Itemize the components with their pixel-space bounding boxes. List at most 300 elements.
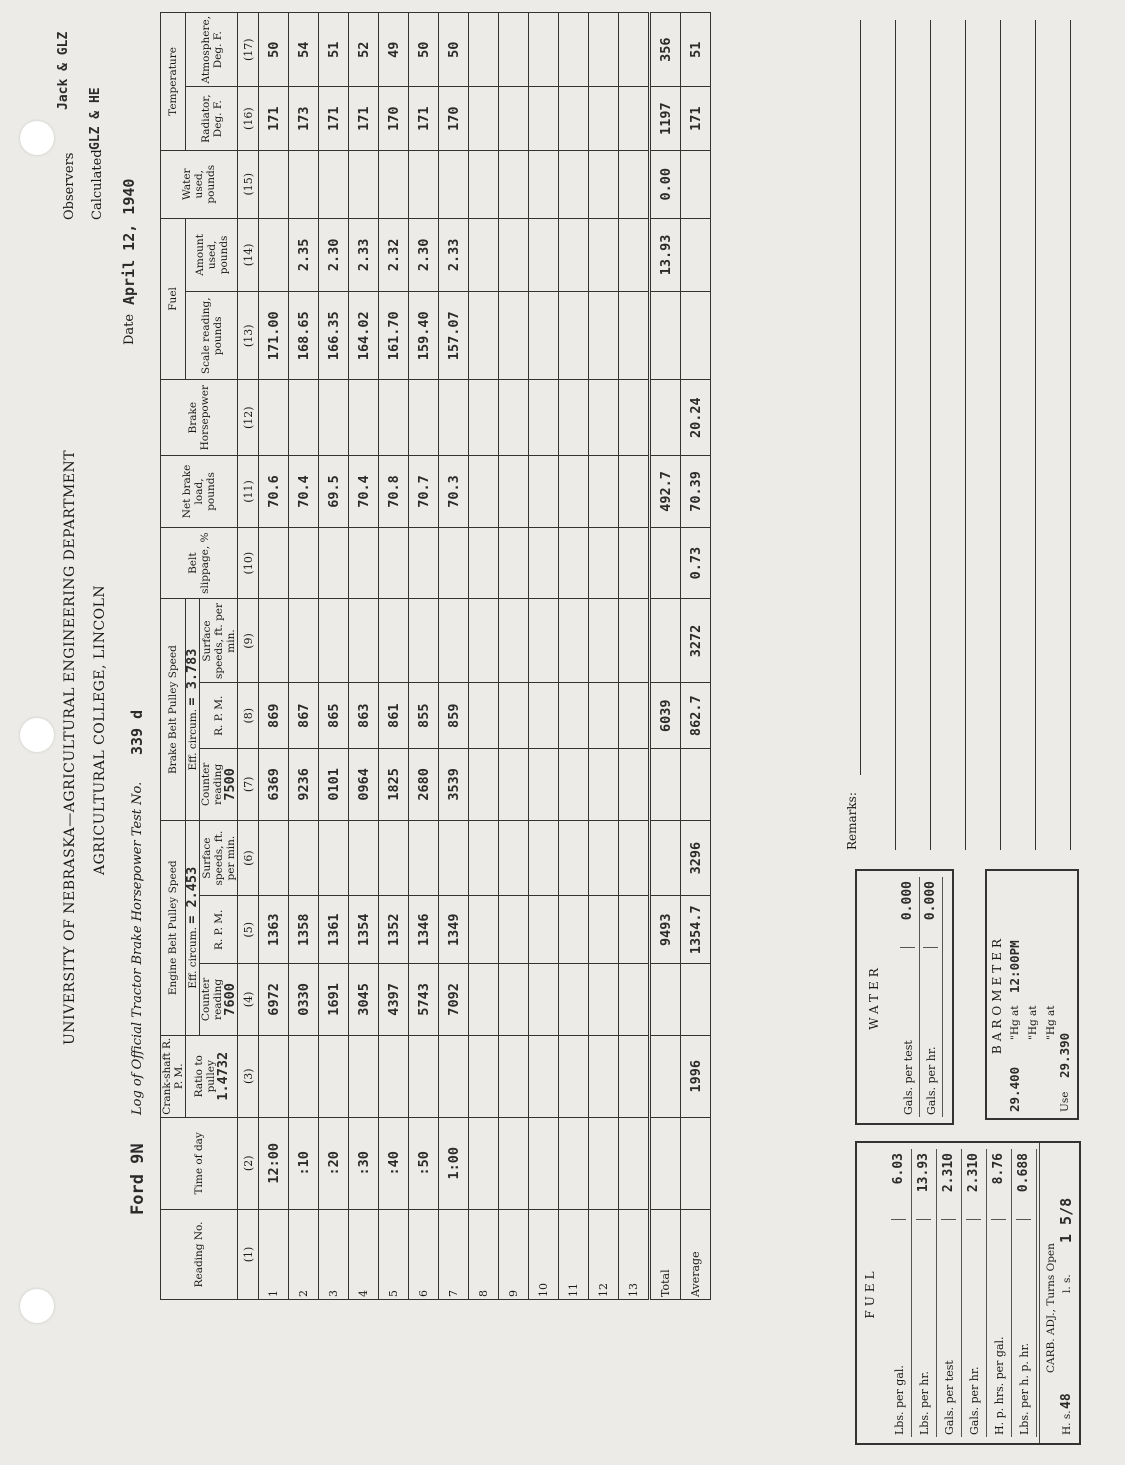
- cell-c14: 2.33: [439, 218, 469, 292]
- remarks-label: Remarks:: [845, 792, 859, 850]
- cell-c9: [349, 599, 379, 683]
- cell-c9: [289, 599, 319, 683]
- cell-time: 1:00: [439, 1117, 469, 1209]
- cell-c10: [559, 527, 589, 599]
- cell-c6: [259, 820, 289, 896]
- cell-c12: [589, 380, 619, 456]
- cell-time: [650, 1117, 681, 1209]
- date-value: April 12, 1940: [120, 178, 138, 305]
- cell-c7: [589, 749, 619, 821]
- cell-c3: [529, 1035, 559, 1117]
- cell-c13: 161.70: [379, 292, 409, 380]
- cell-c6: [319, 820, 349, 896]
- cell-c11: 70.8: [379, 456, 409, 528]
- cell-c16: [619, 87, 650, 151]
- cell-c5: [589, 896, 619, 964]
- cell-c3: [349, 1035, 379, 1117]
- column-number: (17): [238, 13, 259, 87]
- reading-number: 9: [499, 1209, 529, 1299]
- cell-time: [499, 1117, 529, 1209]
- col-amount: Amount used, pounds: [186, 218, 238, 292]
- table-row: [499, 13, 529, 1300]
- cell-c6: [559, 820, 589, 896]
- fuel-item: [987, 1149, 1012, 1437]
- cell-c11: 70.4: [349, 456, 379, 528]
- cell-c10: [379, 527, 409, 599]
- engine-eff: [186, 820, 200, 1035]
- cell-c9: [589, 599, 619, 683]
- cell-c12: [379, 380, 409, 456]
- observers-label: Observers: [62, 152, 77, 220]
- column-number-row: [238, 13, 259, 1300]
- cell-c13: 164.02: [349, 292, 379, 380]
- cell-c11: 70.3: [439, 456, 469, 528]
- cell-c9: 3272: [681, 599, 711, 683]
- col-brake-counter: [200, 749, 238, 821]
- col-engine-surface: Surface speeds, ft. per min.: [200, 820, 238, 896]
- group-header-row: [161, 13, 186, 1300]
- cell-c14: [681, 218, 711, 292]
- remarks-line: [1000, 20, 1001, 850]
- cell-c7: [499, 749, 529, 821]
- cell-c10: [289, 527, 319, 599]
- cell-c7: 1825: [379, 749, 409, 821]
- cell-c15: [409, 150, 439, 218]
- cell-c4: [529, 964, 559, 1036]
- cell-c11: 70.6: [259, 456, 289, 528]
- fuel-items: [887, 1149, 1037, 1437]
- cell-c11: 69.5: [319, 456, 349, 528]
- ratio-value: 1.4732: [215, 1051, 231, 1101]
- cell-c12: [409, 380, 439, 456]
- cell-c5: [619, 896, 650, 964]
- cell-c7: [681, 749, 711, 821]
- remarks-line: [965, 20, 966, 850]
- cell-c16: 171: [319, 87, 349, 151]
- cell-time: [681, 1117, 711, 1209]
- table-row: [619, 13, 650, 1300]
- baro-reading-3-label: "Hg at: [1045, 1005, 1057, 1040]
- reading-number: 13: [619, 1209, 650, 1299]
- col-brake-surface: Surface speeds, ft. per min.: [200, 599, 238, 683]
- cell-c6: [499, 820, 529, 896]
- cell-c8: 865: [319, 683, 349, 749]
- cell-c13: 168.65: [289, 292, 319, 380]
- carb-title: CARB. ADJ., Turns Open: [1045, 1243, 1057, 1373]
- col-net-brake: Net brake load, pounds: [161, 456, 238, 528]
- cell-time: [619, 1117, 650, 1209]
- cell-c15: [349, 150, 379, 218]
- cell-c7: [650, 749, 681, 821]
- carb-divider: [1039, 1143, 1040, 1443]
- cell-c17: 52: [349, 13, 379, 87]
- tractor-model: Ford 9N: [128, 1143, 148, 1215]
- cell-c5: 1358: [289, 896, 319, 964]
- baro-reading-1-time: 12:00PM: [1007, 940, 1022, 993]
- table-row: [289, 13, 319, 1300]
- reading-number: 12: [589, 1209, 619, 1299]
- cell-c7: 0101: [319, 749, 349, 821]
- cell-c14: 2.35: [289, 218, 319, 292]
- reading-number: 8: [469, 1209, 499, 1299]
- cell-c3: 1996: [681, 1035, 711, 1117]
- log-table: [160, 12, 711, 1300]
- cell-c5: [469, 896, 499, 964]
- calculated-value: GLZ & HE: [88, 87, 103, 150]
- university-title: UNIVERSITY OF NEBRASKA—AGRICULTURAL ENGINEERING DEPARTMENT: [62, 449, 78, 1045]
- column-number: (2): [238, 1117, 259, 1209]
- cell-time: [529, 1117, 559, 1209]
- brake-counter-label: Counter reading: [200, 762, 224, 807]
- column-number: (8): [238, 683, 259, 749]
- cell-time: :30: [349, 1117, 379, 1209]
- cell-c14: [589, 218, 619, 292]
- cell-c6: [650, 820, 681, 896]
- cell-c11: [499, 456, 529, 528]
- cell-c15: [559, 150, 589, 218]
- cell-c16: 173: [289, 87, 319, 151]
- cell-c7: [469, 749, 499, 821]
- cell-time: :40: [379, 1117, 409, 1209]
- column-number: (14): [238, 218, 259, 292]
- cell-time: [559, 1117, 589, 1209]
- cell-c10: [589, 527, 619, 599]
- fuel-item: [887, 1149, 912, 1437]
- punch-hole: [20, 121, 54, 155]
- cell-c9: [319, 599, 349, 683]
- water-box: [855, 869, 954, 1125]
- cell-c17: [529, 13, 559, 87]
- remarks-line: [930, 20, 931, 850]
- table-row: [469, 13, 499, 1300]
- reading-number: 4: [349, 1209, 379, 1299]
- cell-c17: 54: [289, 13, 319, 87]
- cell-c4: [499, 964, 529, 1036]
- cell-c3: [289, 1035, 319, 1117]
- cell-c12: [499, 380, 529, 456]
- col-crankshaft: Crank-shaft R. P. M.: [161, 1035, 186, 1117]
- cell-c13: 159.40: [409, 292, 439, 380]
- cell-c5: 1363: [259, 896, 289, 964]
- reading-number: 5: [379, 1209, 409, 1299]
- cell-c8: 863: [349, 683, 379, 749]
- cell-c17: [469, 13, 499, 87]
- cell-c16: [529, 87, 559, 151]
- cell-c6: [289, 820, 319, 896]
- cell-c13: 166.35: [319, 292, 349, 380]
- col-atmosphere: Atmosphere, Deg. F.: [186, 13, 238, 87]
- cell-c10: [349, 527, 379, 599]
- column-number: (7): [238, 749, 259, 821]
- fuel-item-value: 8.76: [991, 1153, 1006, 1220]
- cell-c5: 1352: [379, 896, 409, 964]
- cell-c8: 6039: [650, 683, 681, 749]
- cell-c9: [650, 599, 681, 683]
- fuel-item-label: Gals. per hr.: [968, 1366, 981, 1435]
- cell-c4: 0330: [289, 964, 319, 1036]
- cell-c13: [619, 292, 650, 380]
- cell-c4: [681, 964, 711, 1036]
- fuel-item: [1012, 1149, 1037, 1437]
- cell-c13: [681, 292, 711, 380]
- water-item-value: 0.000: [900, 881, 915, 948]
- cell-c4: 3045: [349, 964, 379, 1036]
- ratio-label: Ratio to pulley: [193, 1055, 217, 1098]
- reading-number: 2: [289, 1209, 319, 1299]
- cell-c8: [589, 683, 619, 749]
- col-radiator: Radiator, Deg. F.: [186, 87, 238, 151]
- cell-c17: 50: [409, 13, 439, 87]
- cell-c15: [259, 150, 289, 218]
- baro-reading-2-label: "Hg at: [1027, 1005, 1039, 1040]
- cell-c9: [439, 599, 469, 683]
- reading-number: Total: [650, 1209, 681, 1299]
- cell-c17: 50: [439, 13, 469, 87]
- cell-c4: 1691: [319, 964, 349, 1036]
- cell-c6: [529, 820, 559, 896]
- cell-c6: 3296: [681, 820, 711, 896]
- fuel-item-value: 2.310: [966, 1153, 981, 1220]
- cell-c3: [469, 1035, 499, 1117]
- cell-c12: [289, 380, 319, 456]
- cell-c3: [619, 1035, 650, 1117]
- remarks-line: [860, 20, 861, 775]
- fuel-item-label: Lbs. per hr.: [918, 1371, 931, 1435]
- fuel-item-label: H. p. hrs. per gal.: [993, 1336, 1006, 1435]
- cell-c8: [559, 683, 589, 749]
- baro-use-label: Use: [1059, 1091, 1071, 1112]
- baro-use-value: 29.390: [1057, 1032, 1072, 1078]
- fuel-box-title: FUEL: [863, 1267, 877, 1319]
- fuel-item-value: 2.310: [941, 1153, 956, 1220]
- remarks-line: [895, 20, 896, 850]
- column-number: (16): [238, 87, 259, 151]
- cell-c14: 2.33: [349, 218, 379, 292]
- cell-c11: 70.4: [289, 456, 319, 528]
- baro-reading-1: 29.400: [1007, 1066, 1022, 1112]
- cell-c14: 2.30: [319, 218, 349, 292]
- cell-c15: [619, 150, 650, 218]
- cell-c3: [439, 1035, 469, 1117]
- baro-reading-1-label: "Hg at: [1009, 1005, 1021, 1040]
- remarks-line: [1035, 20, 1036, 850]
- cell-c15: [681, 150, 711, 218]
- brake-eff-label: Eff. circum.: [187, 708, 199, 771]
- fuel-item-value: 6.03: [891, 1153, 906, 1220]
- cell-c5: 1346: [409, 896, 439, 964]
- cell-c13: [469, 292, 499, 380]
- cell-time: [589, 1117, 619, 1209]
- reading-number: 3: [319, 1209, 349, 1299]
- engine-counter-init: 7600: [222, 983, 238, 1016]
- cell-c12: [619, 380, 650, 456]
- brake-eff-value: = 3.783: [184, 648, 200, 706]
- cell-c9: [379, 599, 409, 683]
- cell-c6: [619, 820, 650, 896]
- reading-number: Average: [681, 1209, 711, 1299]
- cell-c4: [559, 964, 589, 1036]
- cell-c5: [499, 896, 529, 964]
- fuel-item-value: 13.93: [916, 1153, 931, 1220]
- cell-c6: [409, 820, 439, 896]
- punch-hole: [20, 1289, 54, 1323]
- cell-c7: 3539: [439, 749, 469, 821]
- cell-c7: 6369: [259, 749, 289, 821]
- cell-c16: 1197: [650, 87, 681, 151]
- cell-c12: [259, 380, 289, 456]
- cell-c15: [439, 150, 469, 218]
- fuel-item: [912, 1149, 937, 1437]
- ls-label: l. s.: [1061, 1274, 1073, 1293]
- column-number: (4): [238, 964, 259, 1036]
- water-item-label: Gals. per test: [902, 1040, 915, 1115]
- cell-c3: [409, 1035, 439, 1117]
- cell-c17: [499, 13, 529, 87]
- cell-c3: [259, 1035, 289, 1117]
- column-number: (10): [238, 527, 259, 599]
- column-number: (5): [238, 896, 259, 964]
- cell-c9: [469, 599, 499, 683]
- cell-c13: 171.00: [259, 292, 289, 380]
- fuel-item: [937, 1149, 962, 1437]
- cell-c14: [259, 218, 289, 292]
- cell-c7: [619, 749, 650, 821]
- cell-c9: [259, 599, 289, 683]
- barometer-box: [985, 869, 1079, 1120]
- column-number: (11): [238, 456, 259, 528]
- cell-c6: [469, 820, 499, 896]
- cell-c11: [589, 456, 619, 528]
- cell-c3: [499, 1035, 529, 1117]
- cell-c17: 49: [379, 13, 409, 87]
- cell-c15: [379, 150, 409, 218]
- cell-c10: [439, 527, 469, 599]
- cell-c14: [499, 218, 529, 292]
- fuel-item-label: Gals. per test: [943, 1360, 956, 1435]
- cell-c17: [589, 13, 619, 87]
- cell-c7: 9236: [289, 749, 319, 821]
- cell-c9: [409, 599, 439, 683]
- cell-c16: 170: [439, 87, 469, 151]
- cell-c13: 157.07: [439, 292, 469, 380]
- cell-c15: [289, 150, 319, 218]
- table-row: [379, 13, 409, 1300]
- cell-c12: [319, 380, 349, 456]
- cell-c6: [589, 820, 619, 896]
- reading-number: 7: [439, 1209, 469, 1299]
- cell-c11: [619, 456, 650, 528]
- cell-c15: [499, 150, 529, 218]
- cell-c16: 171: [409, 87, 439, 151]
- cell-c7: [529, 749, 559, 821]
- col-belt-slippage: Belt slippage, %: [161, 527, 238, 599]
- reading-rows: [259, 13, 711, 1300]
- cell-c11: [469, 456, 499, 528]
- table-row: [559, 13, 589, 1300]
- punch-hole: [20, 718, 54, 752]
- cell-c8: 862.7: [681, 683, 711, 749]
- cell-c15: [469, 150, 499, 218]
- hs-label: H. s.: [1061, 1410, 1073, 1435]
- water-items: [897, 877, 943, 1117]
- cell-c4: 7092: [439, 964, 469, 1036]
- fuel-item-label: Lbs. per gal.: [893, 1365, 906, 1435]
- cell-c15: 0.00: [650, 150, 681, 218]
- col-time: Time of day: [161, 1117, 238, 1209]
- cell-c13: [650, 292, 681, 380]
- fuel-item-label: Lbs. per h. p. hr.: [1018, 1342, 1031, 1435]
- test-number: 339 d: [128, 709, 146, 755]
- group-fuel: Fuel: [161, 218, 186, 380]
- cell-c11: 70.39: [681, 456, 711, 528]
- table-row: [650, 13, 681, 1300]
- col-brake-hp: Brake Horsepower: [161, 380, 238, 456]
- cell-c10: [650, 527, 681, 599]
- col-scale: Scale reading, pounds: [186, 292, 238, 380]
- reading-number: 6: [409, 1209, 439, 1299]
- cell-c12: [529, 380, 559, 456]
- engine-eff-label: Eff. circum.: [187, 927, 199, 989]
- cell-c8: [499, 683, 529, 749]
- cell-c3: [589, 1035, 619, 1117]
- cell-c5: [559, 896, 589, 964]
- cell-c13: [499, 292, 529, 380]
- cell-c6: [349, 820, 379, 896]
- column-number: (6): [238, 820, 259, 896]
- cell-c10: [319, 527, 349, 599]
- col-ratio: [186, 1035, 238, 1117]
- fuel-item: [962, 1149, 987, 1437]
- cell-c3: [319, 1035, 349, 1117]
- cell-c4: 4397: [379, 964, 409, 1036]
- remarks-line: [1070, 20, 1071, 850]
- table-row: [529, 13, 559, 1300]
- cell-c5: [529, 896, 559, 964]
- cell-c10: 0.73: [681, 527, 711, 599]
- cell-c16: [559, 87, 589, 151]
- cell-c11: [529, 456, 559, 528]
- cell-c17: 356: [650, 13, 681, 87]
- col-reading-no: Reading No.: [161, 1209, 238, 1299]
- cell-c16: 171: [259, 87, 289, 151]
- column-number: (15): [238, 150, 259, 218]
- cell-c4: [469, 964, 499, 1036]
- cell-c8: 859: [439, 683, 469, 749]
- reading-number: 1: [259, 1209, 289, 1299]
- log-title: Log of Official Tractor Brake Horsepower Test No.: [130, 781, 145, 1115]
- cell-c14: 13.93: [650, 218, 681, 292]
- cell-c4: [619, 964, 650, 1036]
- cell-c14: [619, 218, 650, 292]
- cell-c17: 51: [681, 13, 711, 87]
- cell-c16: 170: [379, 87, 409, 151]
- fuel-item-value: 0.688: [1016, 1153, 1031, 1220]
- cell-c16: [469, 87, 499, 151]
- cell-c4: [650, 964, 681, 1036]
- cell-c12: 20.24: [681, 380, 711, 456]
- cell-c3: [650, 1035, 681, 1117]
- water-item-value: 0.000: [923, 881, 938, 948]
- cell-c14: [529, 218, 559, 292]
- table-row: [589, 13, 619, 1300]
- cell-c15: [319, 150, 349, 218]
- cell-c10: [619, 527, 650, 599]
- cell-c13: [529, 292, 559, 380]
- reading-number: 11: [559, 1209, 589, 1299]
- water-item: [920, 877, 943, 1117]
- cell-c4: 6972: [259, 964, 289, 1036]
- cell-c9: [499, 599, 529, 683]
